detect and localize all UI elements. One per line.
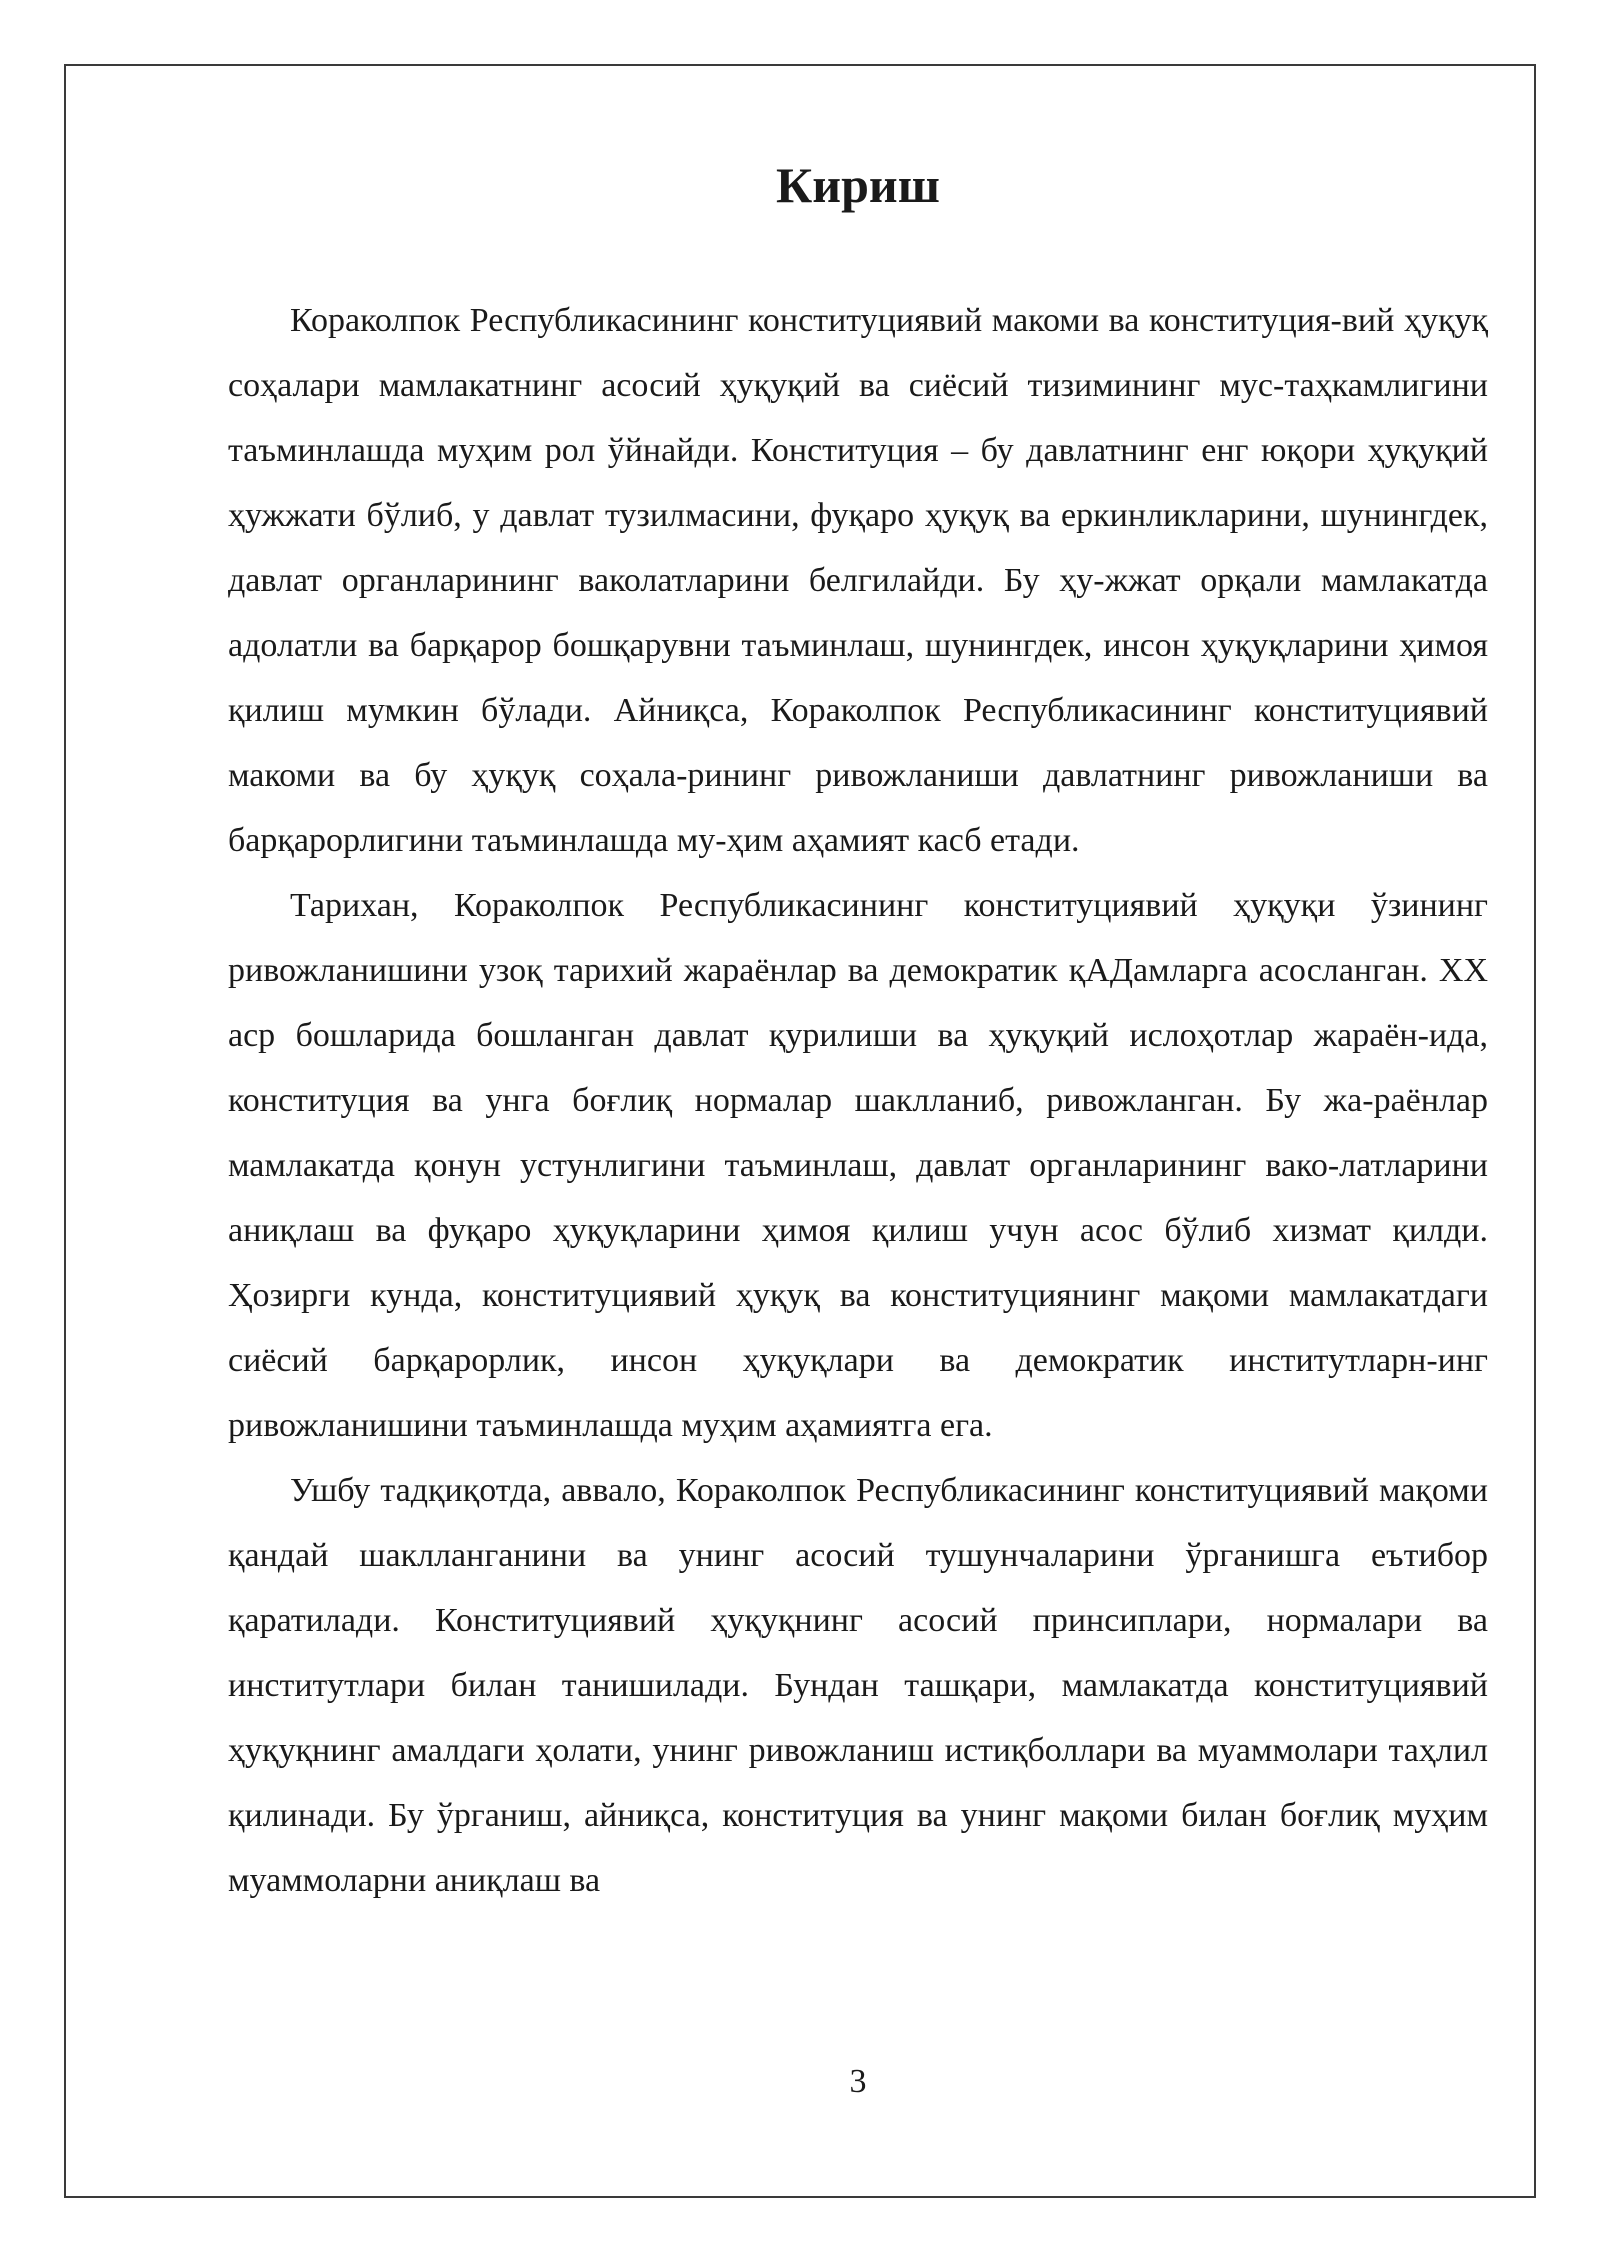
- page-title: Кириш: [776, 157, 940, 213]
- paragraph-3: Ушбу тадқиқотда, аввало, Кораколпок Республикасининг конституциявий мақоми қандай шаклланганини ва унинг асосий тушунчаларини ўрганишга еътибор қаратилади. Конституциявий ҳуқуқнинг асосий принсиплари, нормалари ва институтлари билан танишилади. Бундан ташқари, мамлакатда конституциявий ҳуқуқнинг амалдаги ҳолати, унинг ривожланиш истиқболлари ва муаммолари таҳлил қилинади. Бу ўрганиш, айниқса, конституция ва унинг мақоми билан боғлиқ муҳим муаммоларни аниқлаш ва: [228, 1472, 1488, 1899]
- paragraph-1: Кораколпок Республикасининг конституциявий макоми ва конституция-вий ҳуқуқ соҳалари мамлакатнинг асосий ҳуқуқий ва сиёсий тизимининг мус-таҳкамлигини таъминлашда муҳим рол ўйнайди. Конституция – бу давлатнинг енг юқори ҳуқуқий ҳужжати бўлиб, у давлат тузилмасини, фуқаро ҳуқуқ ва еркинликларини, шунингдек, давлат органларининг ваколатларини белгилайди. Бу ҳу-жжат орқали мамлакатда адолатли ва барқарор бошқарувни таъминлаш, шунингдек, инсон ҳуқуқларини ҳимоя қилиш мумкин бўлади. Айниқса, Кораколпок Республикасининг конституциявий макоми ва бу ҳуқуқ соҳала-рининг ривожланиши давлатнинг ривожланиши ва барқарорлигини таъминлашда му-ҳим аҳамият касб етади.: [228, 302, 1488, 859]
- page-number: 3: [849, 2063, 867, 2100]
- paragraph-2: Тарихан, Кораколпок Республикасининг конституциявий ҳуқуқи ўзининг ривожланишини узоқ тарихий жараёнлар ва демократик қАДамларга асосланган. XX аср бошларида бошланган давлат қурилиши ва ҳуқуқий ислоҳотлар жараён-ида, конституция ва унга боғлиқ нормалар шаклланиб, ривожланган. Бу жа-раёнлар мамлакатда қонун устунлигини таъминлаш, давлат органларининг вако-латларини аниқлаш ва фуқаро ҳуқуқларини ҳимоя қилиш учун асос бўлиб хизмат қилди. Ҳозирги кунда, конституциявий ҳуқуқ ва конституциянинг мақоми мамлакатдаги сиёсий барқарорлик, инсон ҳуқуқлари ва демократик институтларн-инг ривожланишини таъминлашда муҳим аҳамиятга ега.: [228, 887, 1488, 1444]
- document-body: [228, 288, 1488, 1913]
